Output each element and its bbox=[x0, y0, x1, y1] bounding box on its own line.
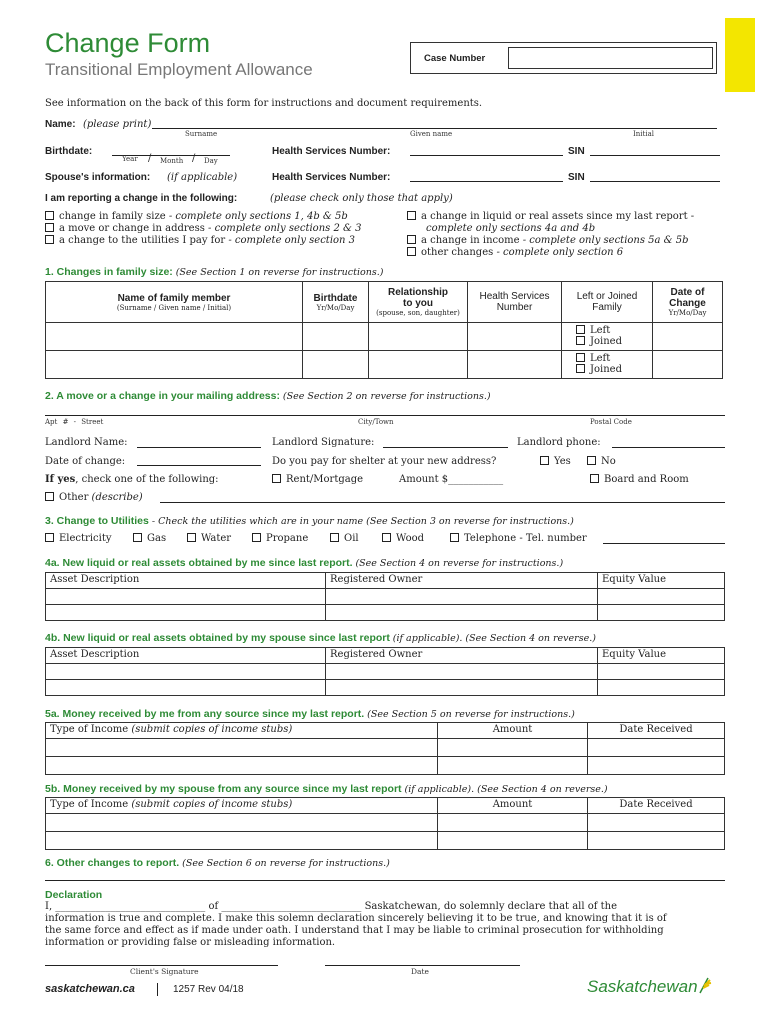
col-hsn: Health Services Number bbox=[468, 282, 562, 323]
sec5b-title: 5b. Money received by my spouse from any source since my last report (if applicable). (See Section 4 on reverse.) bbox=[45, 783, 608, 795]
form-title: Change Form bbox=[45, 28, 211, 58]
form-subtitle: Transitional Employment Allowance bbox=[45, 60, 313, 79]
table-row bbox=[46, 664, 725, 680]
table-row: Left Joined bbox=[46, 323, 723, 351]
col-asset: Asset Description bbox=[46, 573, 326, 589]
checkbox[interactable] bbox=[330, 533, 339, 542]
declaration-title: Declaration bbox=[45, 889, 103, 901]
checkbox[interactable] bbox=[252, 533, 261, 542]
assets-spouse-table bbox=[45, 647, 725, 696]
accent-bar bbox=[725, 18, 755, 92]
sec4b-title: 4b. New liquid or real assets obtained by my spouse since last report (if applicable). (See Section 4 on reverse.) bbox=[45, 632, 596, 644]
spouse-hint: (if applicable) bbox=[167, 172, 238, 183]
date-change-label: Date of change: bbox=[45, 456, 126, 467]
checkbox[interactable] bbox=[382, 533, 391, 542]
slash-2: / bbox=[192, 153, 196, 164]
reporting-hint: (please check only those that apply) bbox=[270, 193, 453, 204]
landlord-name-label: Landlord Name: bbox=[45, 437, 128, 448]
hsn-label: Health Services Number: bbox=[272, 146, 391, 157]
checkbox[interactable] bbox=[540, 456, 549, 465]
col-relationship: Relationship to you bbox=[387, 287, 448, 309]
reporting-right-3[interactable]: other changes - complete only section 6 bbox=[407, 247, 623, 258]
footer-site-link[interactable]: saskatchewan.ca bbox=[45, 983, 135, 995]
col-type: Type of Income (submit copies of income stubs) bbox=[46, 723, 438, 739]
reporting-label: I am reporting a change in the following: bbox=[45, 193, 238, 204]
other-field[interactable] bbox=[160, 502, 725, 503]
checkbox[interactable] bbox=[45, 223, 54, 232]
shelter-question: Do you pay for shelter at your new address? bbox=[272, 456, 497, 467]
family-table: Name of family member (Surname / Given name / Initial) Birthdate Yr/Mo/Day Relationship to you (spouse, son, daughter) Health Services Number Left or Joined Family Date of Change Yr/Mo/Day Left Joined Left Joined bbox=[45, 281, 723, 379]
reporting-left-2[interactable]: a change to the utilities I pay for - complete only section 3 bbox=[45, 235, 355, 246]
col-amount: Amount bbox=[438, 798, 588, 814]
col-left-joined: Left or Joined Family bbox=[562, 282, 653, 323]
sin-field[interactable] bbox=[590, 155, 720, 156]
footer-divider bbox=[157, 983, 158, 996]
sec1-title: 1. Changes in family size: (See Section 1 on reverse for instructions.) bbox=[45, 266, 384, 278]
checkbox[interactable] bbox=[576, 353, 585, 362]
month-label: Month bbox=[160, 157, 184, 165]
landlord-sig-field[interactable] bbox=[383, 447, 508, 448]
checkbox[interactable] bbox=[450, 533, 459, 542]
reporting-right-0[interactable]: a change in liquid or real assets since my last report - bbox=[407, 211, 694, 222]
checkbox[interactable] bbox=[45, 533, 54, 542]
reporting-right-2[interactable]: a change in income - complete only sections 5a & 5b bbox=[407, 235, 689, 246]
initial-label: Initial bbox=[633, 130, 654, 138]
spouse-sin-field[interactable] bbox=[590, 181, 720, 182]
table-row bbox=[46, 739, 725, 757]
name-label: Name: bbox=[45, 119, 76, 130]
checkbox[interactable] bbox=[133, 533, 142, 542]
sec5a-title: 5a. Money received by me from any source since my last report. (See Section 5 on reverse for instructions.) bbox=[45, 708, 575, 720]
checkbox[interactable] bbox=[45, 211, 54, 220]
utility-water[interactable]: Water bbox=[187, 533, 231, 544]
income-me-table bbox=[45, 722, 725, 775]
slash-1: / bbox=[148, 153, 152, 164]
income-spouse-table bbox=[45, 797, 725, 850]
city-label: City/Town bbox=[358, 418, 394, 426]
reporting-left-0[interactable]: change in family size - complete only sections 1, 4b & 5b bbox=[45, 211, 348, 222]
name-field[interactable] bbox=[152, 128, 717, 129]
spouse-sin-label: SIN bbox=[568, 172, 585, 183]
col-date: Date of Change bbox=[669, 287, 706, 309]
wheat-icon bbox=[698, 976, 712, 994]
reporting-left-1[interactable]: a move or change in address - complete only sections 2 & 3 bbox=[45, 223, 361, 234]
col-asset: Asset Description bbox=[46, 648, 326, 664]
intro-text: See information on the back of this form for instructions and document requirements. bbox=[45, 98, 483, 109]
col-date-received: Date Received bbox=[588, 723, 725, 739]
address-field[interactable] bbox=[45, 415, 725, 416]
col-owner: Registered Owner bbox=[326, 573, 598, 589]
landlord-phone-label: Landlord phone: bbox=[517, 437, 601, 448]
date-change-field[interactable] bbox=[137, 465, 261, 466]
telephone-field[interactable] bbox=[603, 543, 725, 544]
checkbox[interactable] bbox=[407, 211, 416, 220]
checkbox[interactable] bbox=[576, 364, 585, 373]
col-equity: Equity Value bbox=[598, 573, 725, 589]
year-label: Year bbox=[122, 155, 138, 163]
assets-me-table bbox=[45, 572, 725, 621]
utility-telephone[interactable]: Telephone - Tel. number bbox=[450, 533, 587, 544]
date-label: Date bbox=[411, 967, 429, 976]
sec2-title: 2. A move or a change in your mailing address: (See Section 2 on reverse for instructions.) bbox=[45, 390, 491, 402]
shelter-no[interactable]: No bbox=[587, 456, 616, 467]
hsn-field[interactable] bbox=[410, 155, 563, 156]
other-changes-field[interactable] bbox=[45, 880, 725, 881]
if-yes-label: If yes, check one of the following: bbox=[45, 474, 219, 485]
case-number-label: Case Number bbox=[424, 53, 486, 64]
spouse-hsn-field[interactable] bbox=[410, 181, 563, 182]
name-hint: (please print) bbox=[83, 119, 152, 130]
apt-street-label: Apt # - Street bbox=[45, 418, 104, 426]
col-birthdate: Birthdate bbox=[313, 292, 358, 304]
utility-electricity[interactable]: Electricity bbox=[45, 533, 111, 544]
checkbox[interactable] bbox=[45, 492, 54, 501]
utility-oil[interactable]: Oil bbox=[330, 533, 359, 544]
landlord-phone-field[interactable] bbox=[612, 447, 725, 448]
table-row bbox=[46, 605, 725, 621]
checkbox[interactable] bbox=[576, 325, 585, 334]
birthdate-label: Birthdate: bbox=[45, 146, 93, 157]
amount-field[interactable]: Amount $___________ bbox=[399, 474, 504, 485]
sec4a-title: 4a. New liquid or real assets obtained by me since last report. (See Section 4 on reverse for instructions.) bbox=[45, 557, 564, 569]
table-row bbox=[46, 832, 725, 850]
checkbox[interactable] bbox=[576, 336, 585, 345]
board-option[interactable]: Board and Room bbox=[590, 474, 689, 485]
col-name: Name of family member bbox=[117, 292, 231, 304]
declaration-line-3: the same force and effect as if made under oath. I understand that I may be liable to criminal prosecution for withholding bbox=[45, 925, 664, 936]
saskatchewan-logo: Saskatchewan bbox=[587, 976, 712, 997]
utility-propane[interactable]: Propane bbox=[252, 533, 308, 544]
spouse-label: Spouse's information: bbox=[45, 172, 151, 183]
day-label: Day bbox=[204, 157, 218, 165]
utility-wood[interactable]: Wood bbox=[382, 533, 424, 544]
rent-option[interactable]: Rent/Mortgage bbox=[272, 474, 363, 485]
footer-form-number: 1257 Rev 04/18 bbox=[173, 984, 244, 995]
col-equity: Equity Value bbox=[598, 648, 725, 664]
col-date-received: Date Received bbox=[588, 798, 725, 814]
postal-label: Postal Code bbox=[590, 418, 632, 426]
client-signature-field[interactable] bbox=[45, 965, 278, 966]
declaration-line-4: information or providing false or misleading information. bbox=[45, 937, 336, 948]
given-name-label: Given name bbox=[410, 130, 453, 138]
landlord-name-field[interactable] bbox=[137, 447, 261, 448]
checkbox[interactable] bbox=[272, 474, 281, 483]
landlord-sig-label: Landlord Signature: bbox=[272, 437, 375, 448]
reporting-right-1: complete only sections 4a and 4b bbox=[426, 223, 596, 234]
declaration-line-1: I, ______________________________ of ____________________________ Saskatchewan, do solemnly declare that all of the bbox=[45, 901, 618, 912]
table-row: Left Joined bbox=[46, 351, 723, 379]
declaration-line-2: information is true and complete. I make this solemn declaration sincerely believing it to be true, and knowing that it is of bbox=[45, 913, 667, 924]
surname-label: Surname bbox=[185, 130, 218, 138]
client-signature-label: Client's Signature bbox=[130, 967, 199, 976]
checkbox[interactable] bbox=[45, 235, 54, 244]
case-number-field[interactable] bbox=[508, 47, 713, 69]
utility-gas[interactable]: Gas bbox=[133, 533, 166, 544]
checkbox[interactable] bbox=[590, 474, 599, 483]
col-amount: Amount bbox=[438, 723, 588, 739]
sin-label: SIN bbox=[568, 146, 585, 157]
col-type: Type of Income (submit copies of income stubs) bbox=[46, 798, 438, 814]
sec3-title: 3. Change to Utilities - Check the utilities which are in your name (See Section 3 on reverse for instructions.) bbox=[45, 515, 574, 527]
checkbox[interactable] bbox=[407, 235, 416, 244]
table-row bbox=[46, 680, 725, 696]
checkbox[interactable] bbox=[587, 456, 596, 465]
table-row bbox=[46, 589, 725, 605]
col-owner: Registered Owner bbox=[326, 648, 598, 664]
shelter-yes[interactable]: Yes bbox=[540, 456, 571, 467]
spouse-hsn-label: Health Services Number: bbox=[272, 172, 391, 183]
sec6-title: 6. Other changes to report. (See Section 6 on reverse for instructions.) bbox=[45, 857, 390, 869]
table-row bbox=[46, 814, 725, 832]
date-field[interactable] bbox=[325, 965, 520, 966]
table-row bbox=[46, 757, 725, 775]
other-option[interactable]: Other (describe) bbox=[45, 492, 143, 503]
checkbox[interactable] bbox=[407, 247, 416, 256]
checkbox[interactable] bbox=[187, 533, 196, 542]
